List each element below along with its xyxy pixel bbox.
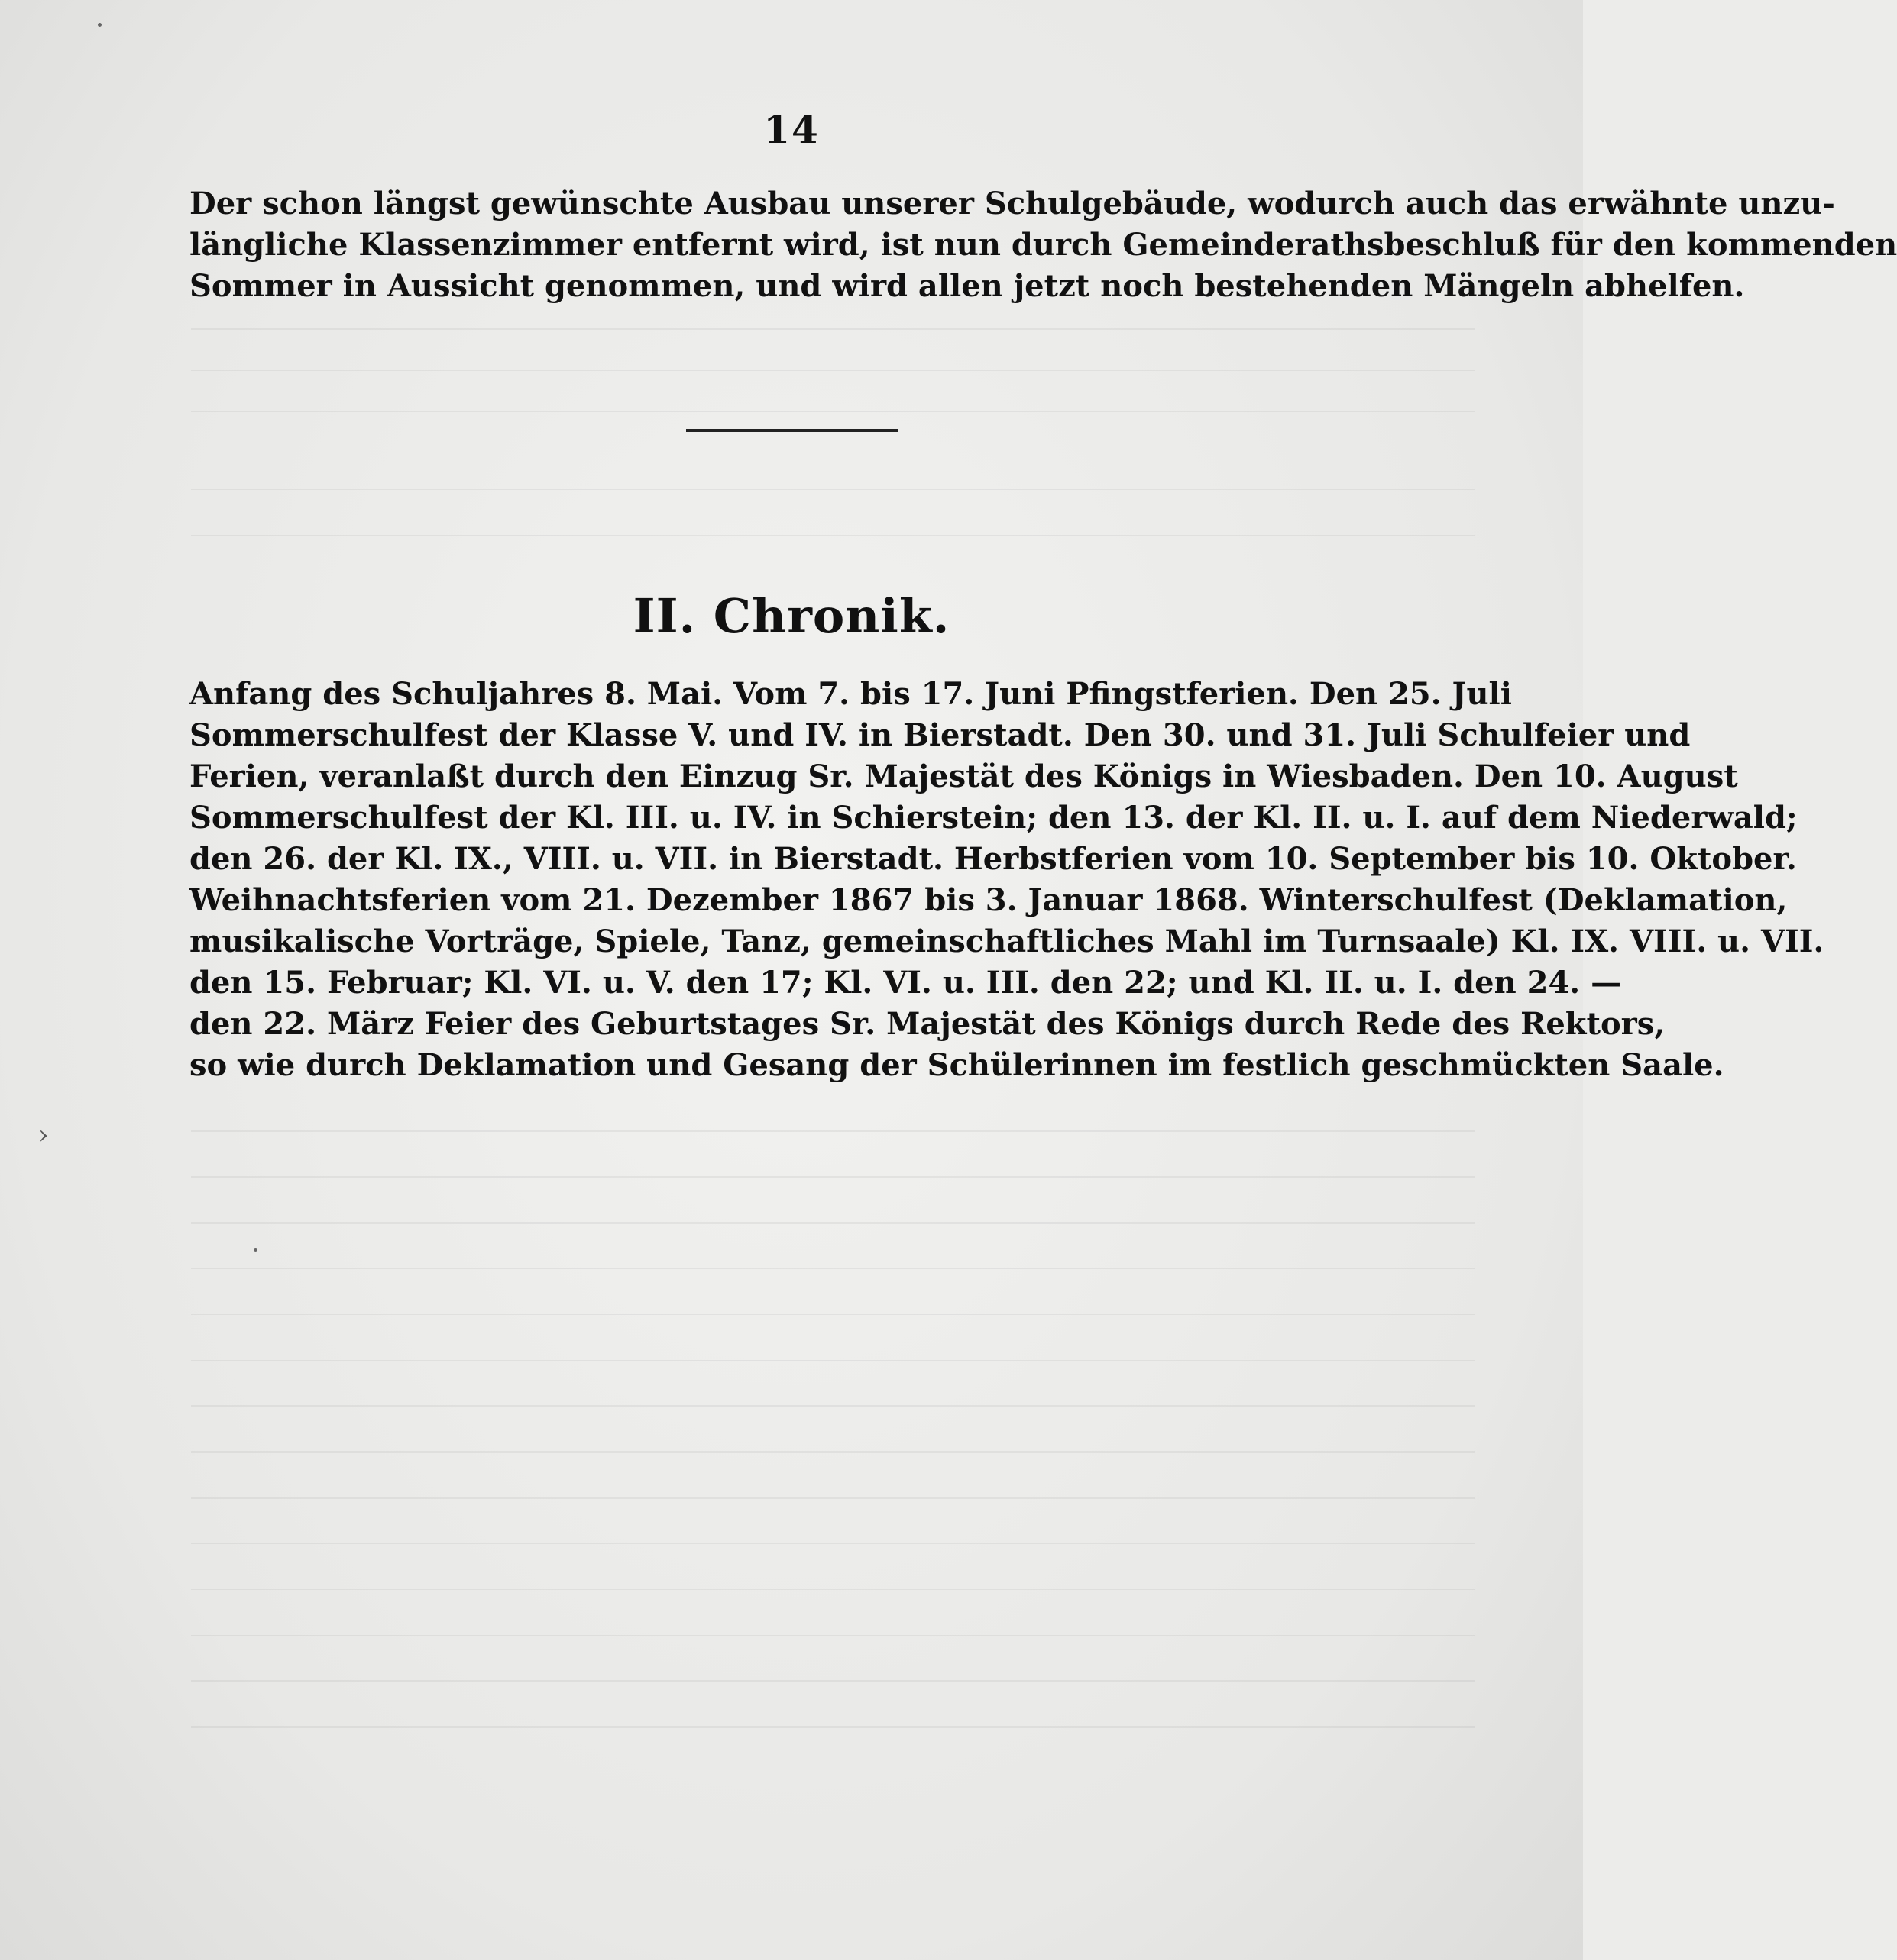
section-heading: II. Chronik. bbox=[633, 588, 950, 644]
bleed-line bbox=[191, 1405, 1475, 1407]
intro-line: Der schon längst gewünschte Ausbau unserer Schulgebäude, wodurch auch das erwähnte unzu- bbox=[189, 186, 1835, 222]
bleed-line bbox=[191, 489, 1475, 490]
bleed-line bbox=[191, 1360, 1475, 1361]
page-number: 14 bbox=[763, 107, 820, 152]
bleed-line bbox=[191, 1451, 1475, 1453]
chronik-line: Sommerschulfest der Klasse V. und IV. in Bierstadt. Den 30. und 31. Juli Schulfeier und bbox=[189, 717, 1691, 753]
chronik-line: musikalische Vorträge, Spiele, Tanz, gemeinschaftliches Mahl im Turnsaale) Kl. IX. VIII. u. VII. bbox=[189, 923, 1824, 959]
chronik-line: Sommerschulfest der Kl. III. u. IV. in Schierstein; den 13. der Kl. II. u. I. auf dem Niederwald; bbox=[189, 800, 1798, 836]
bleed-line bbox=[191, 1222, 1475, 1224]
bleed-line bbox=[191, 1589, 1475, 1590]
intro-paragraph bbox=[189, 183, 1897, 307]
bleed-line bbox=[191, 1314, 1475, 1315]
chronik-line: Weihnachtsferien vom 21. Dezember 1867 bis 3. Januar 1868. Winterschulfest (Deklamation, bbox=[189, 882, 1788, 918]
bleed-line bbox=[191, 1268, 1475, 1269]
bleed-line bbox=[191, 1726, 1475, 1728]
speck bbox=[98, 23, 102, 27]
intro-line: Sommer in Aussicht genommen, und wird allen jetzt noch bestehenden Mängeln abhelfen. bbox=[189, 268, 1745, 304]
bleed-line bbox=[191, 1497, 1475, 1499]
bleed-line bbox=[191, 1680, 1475, 1682]
chronik-paragraph bbox=[189, 674, 1824, 1086]
intro-line: längliche Klassenzimmer entfernt wird, ist nun durch Gemeinderathsbeschluß für den kommenden bbox=[189, 227, 1897, 263]
chronik-line: den 22. März Feier des Geburtstages Sr. Majestät des Königs durch Rede des Rektors, bbox=[189, 1006, 1666, 1042]
bleed-line bbox=[191, 1543, 1475, 1544]
bleed-line bbox=[191, 535, 1475, 536]
bleed-line bbox=[191, 370, 1475, 371]
section-divider bbox=[686, 429, 898, 432]
margin-bracket-mark: › bbox=[38, 1120, 49, 1150]
chronik-line: Anfang des Schuljahres 8. Mai. Vom 7. bis 17. Juni Pfingstferien. Den 25. Juli bbox=[189, 676, 1512, 712]
chronik-line: den 15. Februar; Kl. VI. u. V. den 17; Kl. VI. u. III. den 22; und Kl. II. u. I. den 24. — bbox=[189, 965, 1622, 1001]
speck bbox=[254, 1248, 257, 1252]
bleed-line bbox=[191, 1176, 1475, 1178]
chronik-line: Ferien, veranlaßt durch den Einzug Sr. Majestät des Königs in Wiesbaden. Den 10. August bbox=[189, 758, 1738, 794]
bleed-line bbox=[191, 1130, 1475, 1132]
bleed-line bbox=[191, 411, 1475, 412]
bleed-line bbox=[191, 1635, 1475, 1636]
chronik-line: so wie durch Deklamation und Gesang der Schülerinnen im festlich geschmückten Saale. bbox=[189, 1047, 1724, 1083]
chronik-line: den 26. der Kl. IX., VIII. u. VII. in Bierstadt. Herbstferien vom 10. September bis 10. Oktober. bbox=[189, 841, 1797, 877]
bleed-line bbox=[191, 328, 1475, 330]
